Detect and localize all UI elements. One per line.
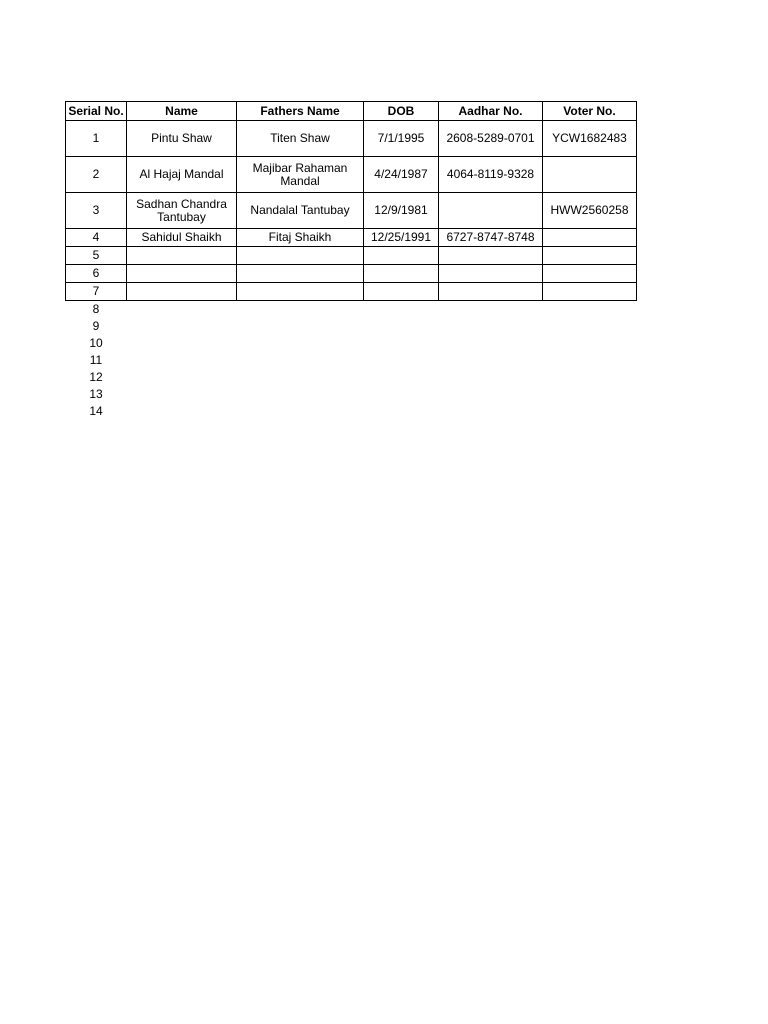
cell-serial: 8 <box>92 302 100 316</box>
cell-fathers-name: Fitaj Shaikh <box>237 229 364 247</box>
cell-dob <box>364 283 439 301</box>
serial-only-row <box>66 403 637 420</box>
cell-aadhar <box>439 247 543 265</box>
table-row <box>66 157 637 193</box>
cell-serial: 12 <box>89 370 103 384</box>
cell-name <box>127 247 237 265</box>
serial-only-row <box>66 301 637 319</box>
cell-dob: 12/25/1991 <box>364 229 439 247</box>
cell-serial: 5 <box>66 247 127 265</box>
cell-serial: 13 <box>89 387 103 401</box>
cell-serial: 7 <box>66 283 127 301</box>
cell-dob <box>364 265 439 283</box>
header-dob: DOB <box>364 102 439 121</box>
cell-voter: YCW1682483 <box>543 121 637 157</box>
header-fathers-name: Fathers Name <box>237 102 364 121</box>
cell-aadhar <box>439 283 543 301</box>
table-row <box>66 283 637 301</box>
cell-voter <box>543 265 637 283</box>
cell-serial: 1 <box>66 121 127 157</box>
cell-dob: 12/9/1981 <box>364 193 439 229</box>
table-row <box>66 229 637 247</box>
records-table <box>65 101 637 420</box>
cell-serial: 2 <box>66 157 127 193</box>
header-voter: Voter No. <box>543 102 637 121</box>
header-serial: Serial No. <box>66 102 127 121</box>
cell-fathers-name <box>237 283 364 301</box>
cell-dob: 7/1/1995 <box>364 121 439 157</box>
serial-only-row <box>66 386 637 403</box>
serial-only-row <box>66 318 637 335</box>
table-row <box>66 247 637 265</box>
cell-aadhar <box>439 193 543 229</box>
table-row <box>66 121 637 157</box>
cell-name: Sahidul Shaikh <box>127 229 237 247</box>
cell-aadhar <box>439 265 543 283</box>
header-name: Name <box>127 102 237 121</box>
serial-only-row <box>66 369 637 386</box>
cell-voter <box>543 157 637 193</box>
cell-serial: 4 <box>66 229 127 247</box>
cell-fathers-name: Nandalal Tantubay <box>237 193 364 229</box>
cell-voter: HWW2560258 <box>543 193 637 229</box>
cell-aadhar: 2608-5289-0701 <box>439 121 543 157</box>
cell-voter <box>543 229 637 247</box>
cell-name: Al Hajaj Mandal <box>127 157 237 193</box>
serial-only-row <box>66 335 637 352</box>
cell-name: Pintu Shaw <box>127 121 237 157</box>
spreadsheet-page <box>65 101 637 420</box>
cell-name: Sadhan Chandra Tantubay <box>127 193 237 229</box>
serial-only-row <box>66 352 637 369</box>
cell-serial: 9 <box>92 319 100 333</box>
cell-dob <box>364 247 439 265</box>
cell-fathers-name: Titen Shaw <box>237 121 364 157</box>
cell-fathers-name <box>237 265 364 283</box>
cell-serial: 3 <box>66 193 127 229</box>
cell-fathers-name <box>237 247 364 265</box>
cell-aadhar: 4064-8119-9328 <box>439 157 543 193</box>
cell-serial: 14 <box>89 404 103 418</box>
table-row <box>66 265 637 283</box>
cell-name <box>127 265 237 283</box>
cell-serial: 6 <box>66 265 127 283</box>
cell-aadhar: 6727-8747-8748 <box>439 229 543 247</box>
cell-dob: 4/24/1987 <box>364 157 439 193</box>
header-row <box>66 102 637 121</box>
table-row <box>66 193 637 229</box>
header-aadhar: Aadhar No. <box>439 102 543 121</box>
cell-voter <box>543 247 637 265</box>
cell-serial: 10 <box>89 336 103 350</box>
cell-fathers-name: Majibar Rahaman Mandal <box>237 157 364 193</box>
cell-voter <box>543 283 637 301</box>
cell-name <box>127 283 237 301</box>
cell-serial: 11 <box>89 353 103 367</box>
